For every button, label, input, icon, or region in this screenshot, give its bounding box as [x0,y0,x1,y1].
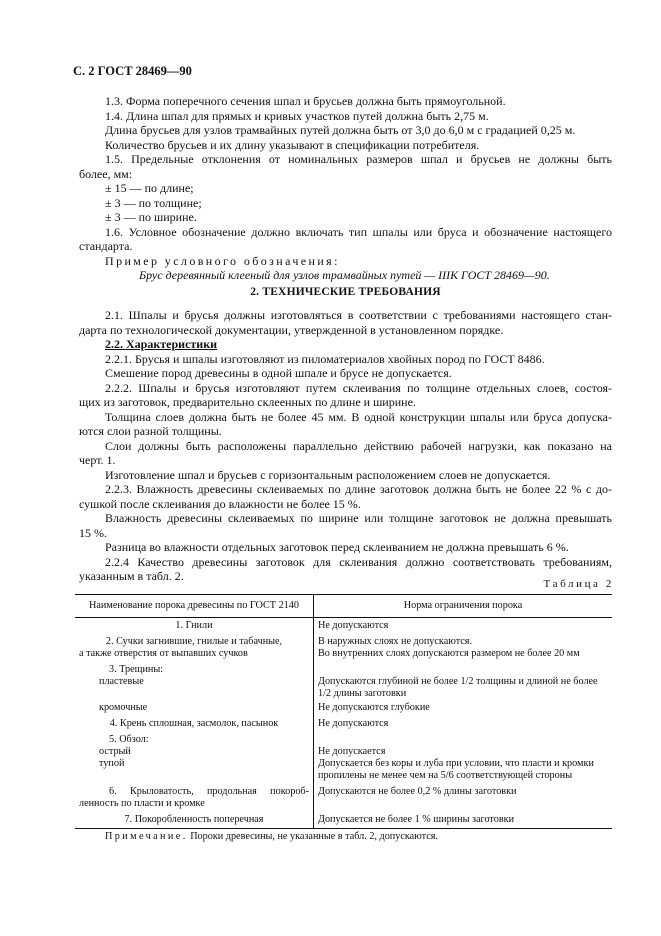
defect-name: 5. Обзол: [109,734,149,745]
table-row [75,634,612,662]
clause-1-4: 1.4. Длина шпал для прямых и кривых участков путей должна быть 2,75 м. [105,108,489,123]
clause-2-2-3-diff: Разница во влажности отдельных заготовок перед склеиванием не должна превышать 6 %. [105,540,569,554]
section-title: 2. ТЕХНИЧЕСКИЕ ТРЕБОВАНИЯ [250,286,441,298]
page-header: С. 2 ГОСТ 28469—90 [73,64,192,78]
example-text: Брус деревянный клееный для узлов трамвайных путей — IIIК ГОСТ 28469—90. [139,268,550,282]
clause-2-2-2-thickness: Толщина слоев должна быть не более 45 мм. В одной конструкции шпалы или бруса допуска- [105,409,612,424]
table-header-norm: Норма ограничения порока [314,595,613,618]
table-row [75,812,612,829]
defect-norm: Не допускаются [318,718,389,729]
defect-name-cont: а также отверстия от выпавших сучков [79,648,248,659]
defect-name: 4. Крень сплошная, засмолок, пасынок [109,718,279,729]
table-header-row [75,595,612,618]
defect-subname: острый [99,746,131,757]
deviation-width: ± 3 — по ширине. [105,210,197,224]
note-text: Пороки древесины, не указанные в табл. 2, допускаются. [190,831,438,842]
defect-norm: Допускаются не более 0,2 % длины заготовки [318,786,517,797]
deviation-thickness: ± 3 — по толщине; [105,195,202,210]
defect-norm: Допускается без коры и луба при условии, что пласти и кромки пропилены не менее чем на 5/6 соответствующей стороны [318,758,594,781]
defect-norm: Не допускаются глубокие [318,702,430,713]
clause-2-2-2: 2.2.2. Шпалы и брусья изготовляют путем склеивания по толщине отдельных слоев, состоя- [105,380,612,395]
clause-2-2-2-horizontal: Изготовление шпал и брусьев с горизонтальным расположением слоев не допускается. [105,467,551,482]
clause-1-6-cont: стандарта. [79,239,133,253]
clause-2-2-2-cont: щих из заготовок, предварительно склеенных по длине и ширине. [79,395,416,409]
clause-2-2-3-cont: сушкой после склеивания до влажности не более 15 %. [79,496,361,511]
table-row [75,662,612,702]
example-label: Пример условного обозначения: [105,253,340,268]
defect-norm: Не допускается [318,746,386,757]
clause-2-2-3: 2.2.3. Влажность древесины склеиваемых по длине заготовок должна быть не более 22 % с до- [105,482,612,496]
table-row [75,732,612,784]
table-row [75,716,612,732]
clause-2-2-2-thickness-cont: ются слои разной толщины. [79,424,222,438]
defect-norm: Допускается не более 1 % ширины заготовки [314,812,613,829]
defect-name: 1. Гнили [175,620,213,631]
table-note [105,831,438,842]
defect-norm: Не допускаются [318,620,389,631]
clause-1-4-length: Длина брусьев для узлов трамвайных путей должна быть от 3,0 до 6,0 м с градацией 0,25 м. [105,123,576,137]
clause-2-1-cont: дарта по технологической документации, утвержденной в установленном порядке. [79,322,504,337]
defect-norm-cont: Во внутренних слоях допускаются размером не более 20 мм [318,648,580,659]
defect-subname: пластевые [99,676,144,687]
table-caption: Таблица 2 [543,578,614,590]
clause-2-2: 2.2. Характеристики [105,337,218,351]
table-row [75,784,612,812]
clause-1-6: 1.6. Условное обозначение должно включать тип шпалы или бруса и обозначение настоящего [105,224,612,239]
defect-name-cont: ленность по пласти и кромке [79,798,205,809]
table-row [75,618,612,635]
clause-1-4-quantity: Количество брусьев и их длину указывают в спецификации потребителя. [105,137,480,152]
note-label: Примечание. [105,831,188,842]
defect-name: 3. Трещины: [109,664,164,675]
defect-subname: кромочные [99,702,148,713]
clause-2-2-2-layers: Слои должны быть расположены параллельно действию рабочей нагрузки, как показано на [105,438,612,453]
defect-norm: Допускаются глубиной не более 1/2 толщины и длиной не более 1/2 длины заготовки [318,676,598,699]
deviation-length: ± 15 — по длине; [105,181,194,195]
clause-2-2-3-width: Влажность древесины склеиваемых по ширине или толщине заготовок не должна превышать [105,511,612,525]
defect-name: 2. Сучки загнившие, гнилые и табачные, [105,636,283,647]
defect-name: 6. Крыловатость, продольная покороб- [109,786,309,797]
defect-subname: тупой [99,758,125,769]
clause-2-2-1: 2.2.1. Брусья и шпалы изготовляют из пиломатериалов хвойных пород по ГОСТ 8486. [105,351,545,366]
defect-name: 7. Покоробленность поперечная [124,814,264,825]
clause-1-3: 1.3. Форма поперечного сечения шпал и брусьев должна быть прямоугольной. [105,94,506,108]
clause-2-2-3-width-cont: 15 %. [79,525,107,540]
clause-2-2-1-cont: Смешение пород древесины в одной шпале и брусе не допускается. [105,366,452,380]
table-row [75,702,612,716]
clause-1-5-cont: более, мм: [79,166,133,181]
clause-2-2-2-layers-cont: черт. 1. [79,453,116,467]
clause-2-2-4: 2.2.4 Качество древесины заготовок для склеивания должно соответствовать требованиям, [105,554,612,569]
clause-2-2-4-cont: указанным в табл. 2. [79,569,184,583]
defects-table [75,594,612,829]
table-header-defect: Наименование порока древесины по ГОСТ 2140 [75,595,314,618]
defect-norm: В наружных слоях не допускаются. [318,636,473,647]
clauses-1 [79,94,612,283]
clause-2-1: 2.1. Шпалы и брусья должны изготовляться в соответствии с требованиями настоящего стан- [105,308,612,322]
clause-1-5: 1.5. Предельные отклонения от номинальных размеров шпал и брусьев не должны быть [105,152,612,166]
clauses-2 [79,308,612,584]
